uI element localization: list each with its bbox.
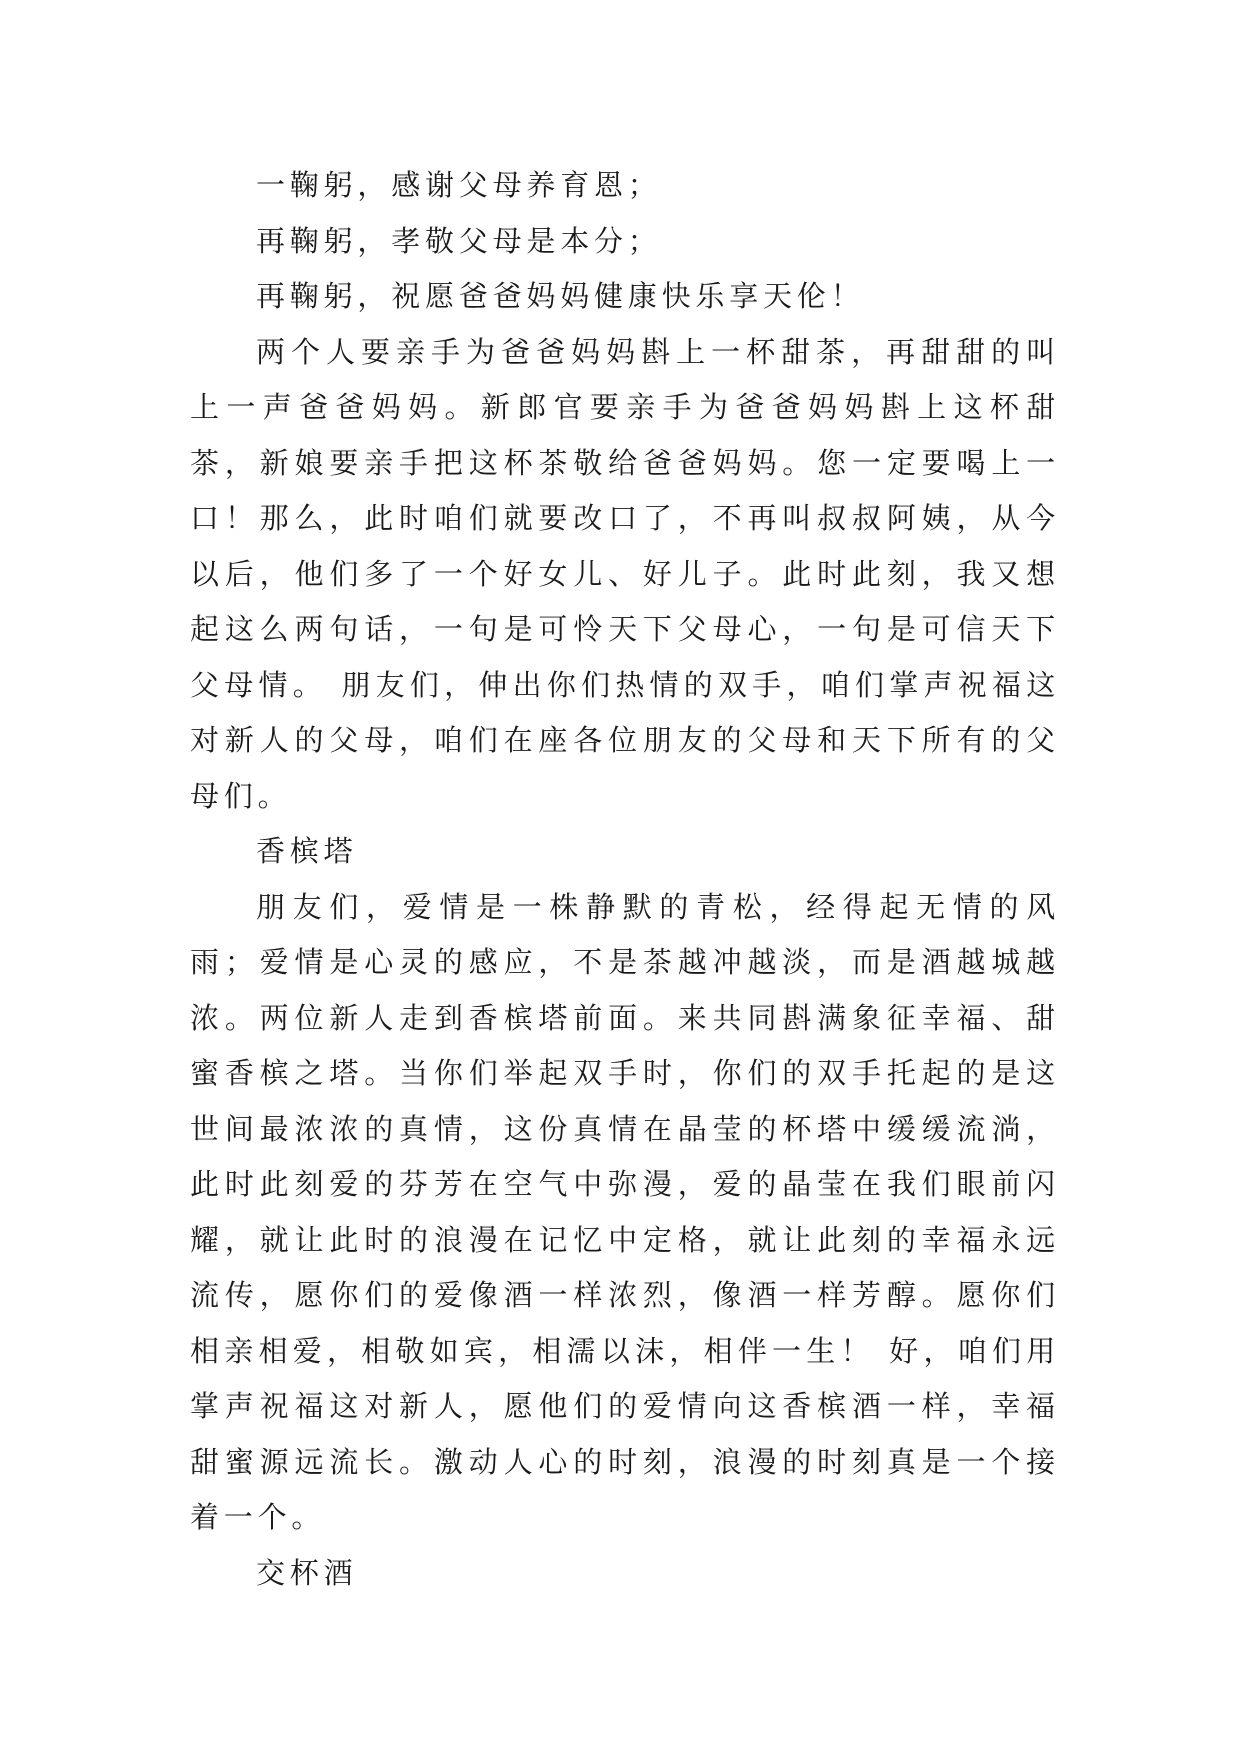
paragraph-champagne-tower: 朋友们，爱情是一株静默的青松，经得起无情的风雨；爱情是心灵的感应，不是茶越冲越淡，而是酒越城越浓。两位新人走到香槟塔前面。来共同斟满象征幸福、甜蜜香槟之塔。当你们举起双手时，你们的双手托起的是这世间最浓浓的真情，这份真情在晶莹的杯塔中缓缓流淌，此时此刻爱的芬芳在空气中弥漫，爱的晶莹在我们眼前闪耀，就让此时的浪漫在记忆中定格，就让此刻的幸福永远流传，愿你们的爱像酒一样浓烈，像酒一样芳醇。愿你们相亲相爱，相敬如宾，相濡以沫，相伴一生！ 好，咱们用掌声祝福这对新人，愿他们的爱情向这香槟酒一样，幸福甜蜜源远流长。激动人心的时刻，浪漫的时刻真是一个接着一个。: [190, 889, 1060, 1534]
document-body: [190, 158, 1060, 1601]
paragraph-first-bow: 一鞠躬，感谢父母养育恩；: [256, 168, 662, 202]
paragraph-third-bow: 再鞠躬，祝愿爸爸妈妈健康快乐享天伦！: [256, 279, 865, 313]
section-heading-cross-cup-wine: 交杯酒: [256, 1555, 358, 1590]
section-heading-champagne-tower: 香槟塔: [256, 834, 358, 868]
paragraph-second-bow: 再鞠躬，孝敬父母是本分；: [256, 223, 662, 258]
paragraph-tea-ceremony: 两个人要亲手为爸爸妈妈斟上一杯甜茶，再甜甜的叫上一声爸爸妈妈。新郎官要亲手为爸爸妈妈斟上这杯甜茶，新娘要亲手把这杯茶敬给爸爸妈妈。您一定要喝上一口！那么，此时咱们就要改口了，不再叫叔叔阿姨，从今以后，他们多了一个好女儿、好儿子。此时此刻，我又想起这么两句话，一句是可怜天下父母心，一句是可信天下父母情。 朋友们，伸出你们热情的双手，咱们掌声祝福这对新人的父母，咱们在座各位朋友的父母和天下所有的父母们。: [190, 334, 1060, 813]
